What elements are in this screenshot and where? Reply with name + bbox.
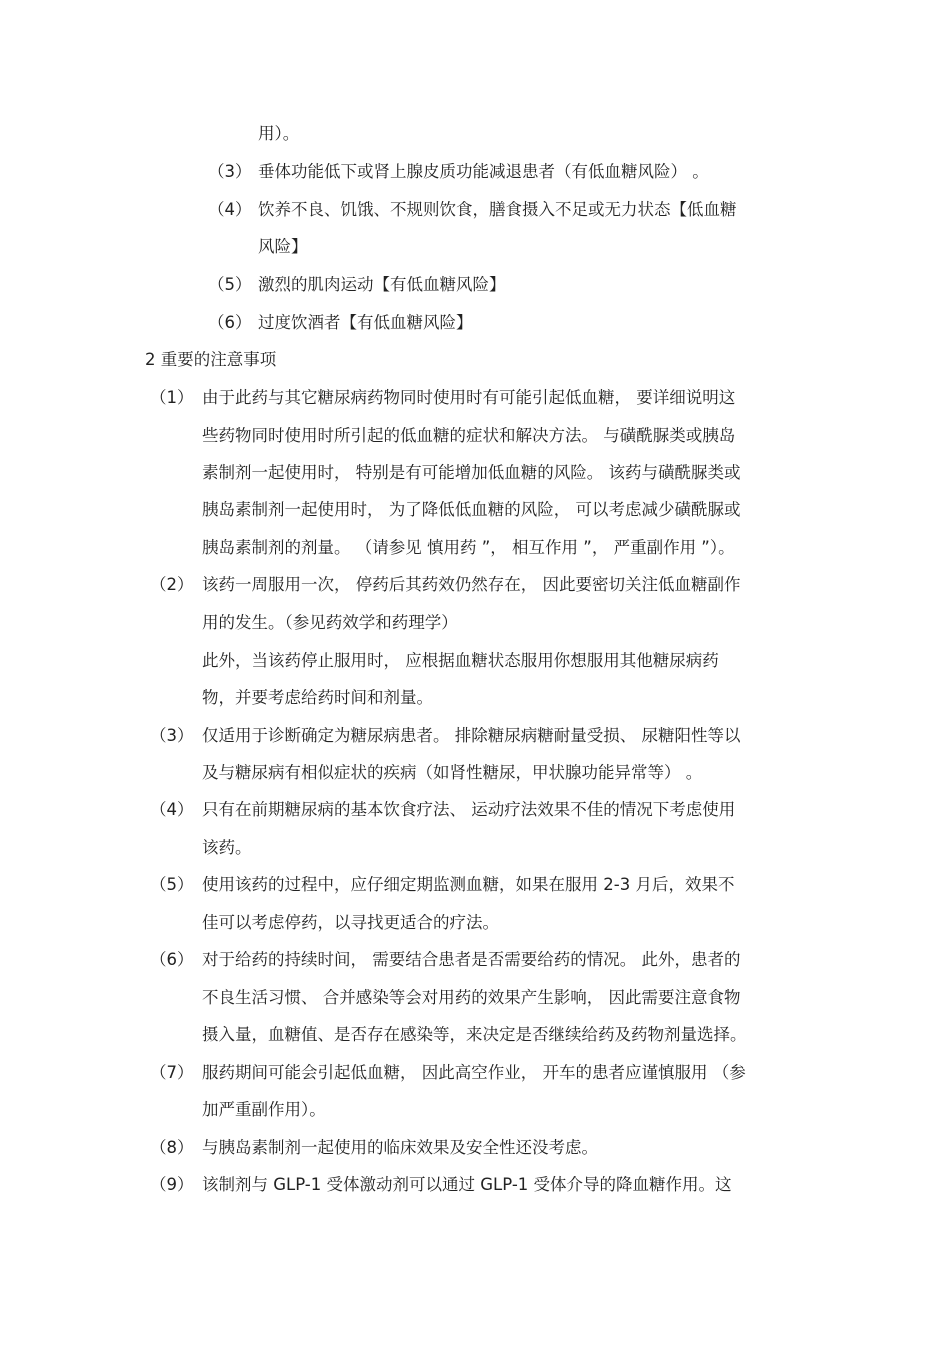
text-line: 些药物同时使用时所引起的低血糖的症状和解决方法。 与磺酰脲类或胰岛 xyxy=(202,426,736,445)
item-number: （2） xyxy=(150,575,194,594)
text-line: 胰岛素制剂一起使用时， 为了降低低血糖的风险， 可以考虑减少磺酰脲或 xyxy=(202,500,741,519)
text-line: 激烈的肌肉运动【有低血糖风险】 xyxy=(258,275,506,294)
item-number: （9） xyxy=(150,1175,194,1194)
text-line: 服药期间可能会引起低血糖， 因此高空作业， 开车的患者应谨慎服用 （参 xyxy=(202,1063,746,1082)
item-number: （1） xyxy=(150,388,194,407)
text-line: 及与糖尿病有相似症状的疾病（如肾性糖尿，甲状腺功能异常等） 。 xyxy=(202,763,703,782)
text-line: 对于给药的持续时间， 需要结合患者是否需要给药的情况。 此外，患者的 xyxy=(202,950,741,969)
text-line: 该制剂与 GLP-1 受体激动剂可以通过 GLP-1 受体介导的降血糖作用。这 xyxy=(202,1175,732,1194)
text-line: 素制剂一起使用时， 特别是有可能增加低血糖的风险。 该药与磺酰脲类或 xyxy=(202,463,741,482)
text-line: 该药一周服用一次， 停药后其药效仍然存在， 因此要密切关注低血糖副作 xyxy=(202,575,741,594)
item-number: （5） xyxy=(150,875,194,894)
text-line: 用）。 xyxy=(258,124,300,143)
text-line: 由于此药与其它糖尿病药物同时使用时有可能引起低血糖， 要详细说明这 xyxy=(202,388,736,407)
section-heading: 2 重要的注意事项 xyxy=(145,350,277,369)
item-number: （5） xyxy=(208,275,252,294)
text-line: 不良生活习惯、 合并感染等会对用药的效果产生影响， 因此需要注意食物 xyxy=(202,988,741,1007)
text-line: 垂体功能低下或肾上腺皮质功能减退患者（有低血糖风险） 。 xyxy=(258,162,709,181)
text-line: 佳可以考虑停药，以寻找更适合的疗法。 xyxy=(202,913,499,932)
text-line: 只有在前期糖尿病的基本饮食疗法、 运动疗法效果不佳的情况下考虑使用 xyxy=(202,800,736,819)
text-line: 饮养不良、饥饿、不规则饮食，膳食摄入不足或无力状态【低血糖 xyxy=(258,200,737,219)
text-line: 过度饮酒者【有低血糖风险】 xyxy=(258,313,473,332)
text-line: 使用该药的过程中，应仔细定期监测血糖，如果在服用 2-3 月后，效果不 xyxy=(202,875,735,894)
text-line: 摄入量，血糖值、是否存在感染等，来决定是否继续给药及药物剂量选择。 xyxy=(202,1025,747,1044)
item-number: （7） xyxy=(150,1063,194,1082)
text-line: 仅适用于诊断确定为糖尿病患者。 排除糖尿病糖耐量受损、 尿糖阳性等以 xyxy=(202,726,741,745)
item-number: （6） xyxy=(150,950,194,969)
text-line: 用的发生。（参见药效学和药理学） xyxy=(202,613,458,632)
text-line: 此外，当该药停止服用时， 应根据血糖状态服用你想服用其他糖尿病药 xyxy=(202,651,719,670)
item-number: （3） xyxy=(150,726,194,745)
text-line: 与胰岛素制剂一起使用的临床效果及安全性还没考虑。 xyxy=(202,1138,598,1157)
text-line: 风险】 xyxy=(258,237,308,256)
item-number: （4） xyxy=(208,200,252,219)
text-line: 加严重副作用）。 xyxy=(202,1100,326,1119)
text-line: 物，并要考虑给药时间和剂量。 xyxy=(202,688,433,707)
item-number: （8） xyxy=(150,1138,194,1157)
text-line: 胰岛素制剂的剂量。 （请参见 慎用药 ”， 相互作用 ”， 严重副作用 ”）。 xyxy=(202,538,735,557)
item-number: （6） xyxy=(208,313,252,332)
item-number: （3） xyxy=(208,162,252,181)
item-number: （4） xyxy=(150,800,194,819)
text-line: 该药。 xyxy=(202,838,252,857)
